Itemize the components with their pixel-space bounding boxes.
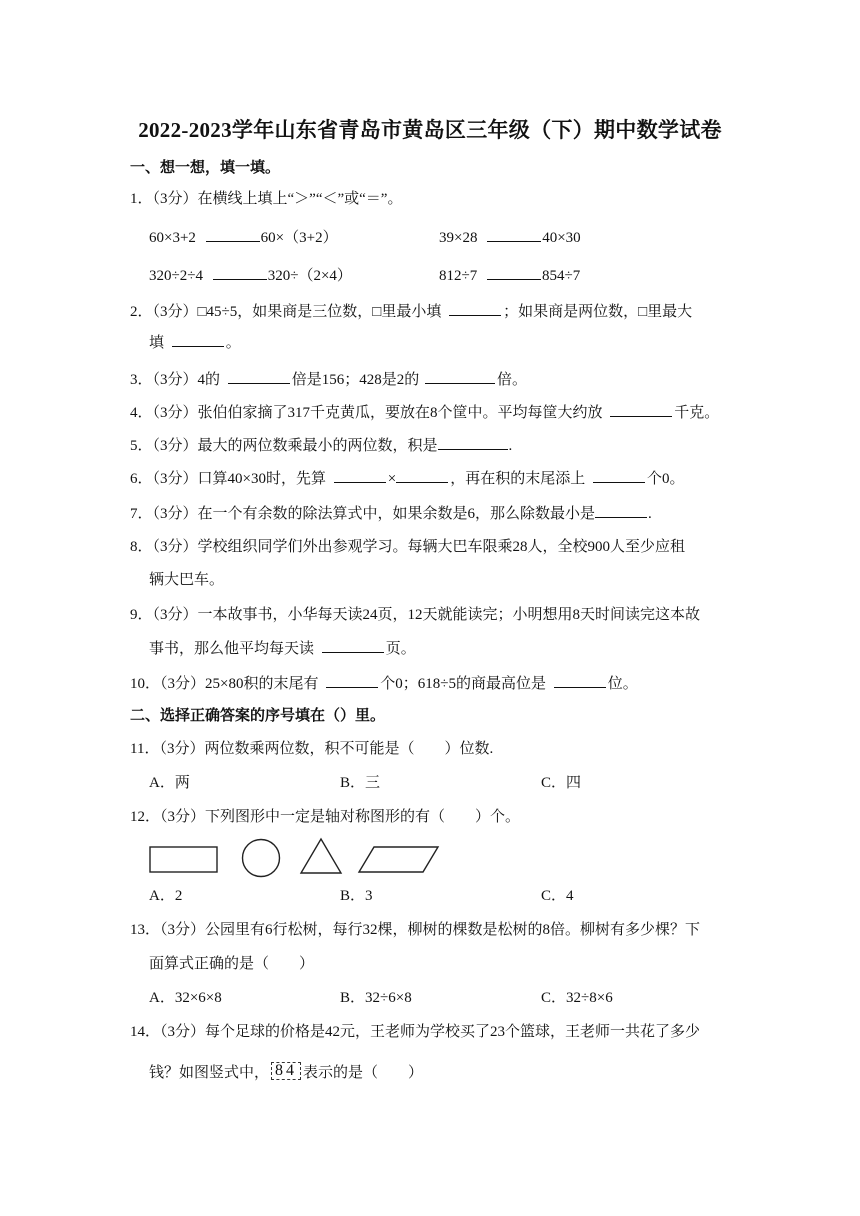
q1-item-1-left: 60×3+2 bbox=[149, 230, 196, 246]
question-3-text-cont: 倍是156；428是2的 bbox=[291, 372, 420, 388]
q1-item-4 bbox=[439, 265, 580, 286]
question-8: 8．（3分）学校组织同学们外出参观学习。每辆大巴车限乘28人，全校900人至少应租 bbox=[130, 539, 686, 555]
question-3 bbox=[130, 369, 527, 390]
answer-blank[interactable] bbox=[228, 369, 290, 384]
answer-blank[interactable] bbox=[554, 673, 606, 688]
q13-option-b[interactable]: B．32÷6×8 bbox=[340, 990, 412, 1006]
question-2-text-tail: 填 bbox=[149, 335, 165, 351]
question-12-stem: 12．（3分）下列图形中一定是轴对称图形的有（ ）个。 bbox=[130, 809, 521, 825]
question-14-end: 表示的是（ ） bbox=[303, 1065, 424, 1081]
question-7-text: 7．（3分）在一个有余数的除法算式中，如果余数是6，那么除数最小是 bbox=[130, 506, 596, 522]
q1-item-4-right: 854÷7 bbox=[541, 268, 581, 284]
q1-item-3-left: 320÷2÷4 bbox=[149, 268, 203, 284]
question-13: 13．（3分）公园里有6行松树，每行32棵，柳树的棵数是松树的8倍。柳树有多少棵？下 bbox=[130, 922, 701, 938]
section-heading-choice: 二、选择正确答案的序号填在（）里。 bbox=[130, 708, 386, 724]
question-5-end: . bbox=[508, 438, 513, 454]
q1-item-2-right: 40×30 bbox=[542, 230, 581, 246]
question-4-end: 千克。 bbox=[674, 405, 720, 421]
question-6-text-cont: ，再在积的末尾添上 bbox=[450, 471, 586, 487]
q1-item-1 bbox=[149, 227, 338, 248]
q11-option-b[interactable]: B．三 bbox=[340, 775, 381, 791]
rectangle-shape bbox=[150, 847, 217, 872]
q12-option-a[interactable]: A．2 bbox=[149, 888, 183, 904]
dashed-box-84: 84 bbox=[271, 1062, 301, 1080]
question-14-line-2 bbox=[149, 1062, 423, 1083]
question-4 bbox=[130, 402, 719, 423]
question-9-line-2 bbox=[149, 638, 416, 659]
question-9-end: 页。 bbox=[385, 641, 416, 657]
question-11-stem: 11．（3分）两位数乘两位数，积不可能是（ ）位数. bbox=[130, 741, 494, 757]
question-7-end: . bbox=[648, 506, 652, 522]
question-10 bbox=[130, 673, 638, 694]
q1-item-2-left: 39×28 bbox=[439, 230, 478, 246]
question-3-end: 倍。 bbox=[497, 372, 528, 388]
question-4-text: 4．（3分）张伯伯家摘了317千克黄瓜，要放在8个筐中。平均每筐大约放 bbox=[130, 405, 603, 421]
answer-blank[interactable] bbox=[334, 468, 386, 483]
q13-option-c[interactable]: C．32÷8×6 bbox=[541, 990, 613, 1006]
answer-blank[interactable] bbox=[172, 332, 224, 347]
question-6 bbox=[130, 468, 684, 489]
answer-blank[interactable] bbox=[322, 638, 384, 653]
q11-option-a[interactable]: A．两 bbox=[149, 775, 190, 791]
q1-item-3-right: 320÷（2×4） bbox=[267, 268, 352, 284]
q1-item-3 bbox=[149, 265, 352, 286]
q12-shapes-figure bbox=[146, 836, 446, 880]
question-3-text: 3．（3分）4的 bbox=[130, 372, 221, 388]
question-14: 14．（3分）每个足球的价格是42元，王老师为学校买了23个篮球，王老师一共花了多少 bbox=[130, 1024, 701, 1040]
page-title: 2022-2023学年山东省青岛市黄岛区三年级（下）期中数学试卷 bbox=[138, 118, 722, 142]
circle-shape bbox=[243, 840, 280, 877]
answer-blank[interactable] bbox=[438, 435, 508, 450]
question-2-text-cont: ；如果商是两位数，□里最大 bbox=[503, 304, 693, 320]
q1-item-2 bbox=[439, 227, 581, 248]
question-5-text: 5．（3分）最大的两位数乘最小的两位数，积是 bbox=[130, 438, 438, 454]
times-sign: × bbox=[387, 471, 397, 487]
q1-item-4-left: 812÷7 bbox=[439, 268, 478, 284]
q13-option-a[interactable]: A．32×6×8 bbox=[149, 990, 222, 1006]
answer-blank[interactable] bbox=[425, 369, 495, 384]
answer-blank[interactable] bbox=[396, 468, 448, 483]
question-10-end: 位。 bbox=[607, 676, 638, 692]
answer-blank[interactable] bbox=[449, 301, 501, 316]
question-6-text: 6．（3分）口算40×30时，先算 bbox=[130, 471, 326, 487]
q12-option-c[interactable]: C．4 bbox=[541, 888, 574, 904]
question-9-text-cont: 事书，那么他平均每天读 bbox=[149, 641, 315, 657]
q11-option-c[interactable]: C．四 bbox=[541, 775, 582, 791]
question-2-line-2 bbox=[149, 332, 241, 353]
answer-blank[interactable] bbox=[610, 402, 672, 417]
question-6-end: 个0。 bbox=[646, 471, 685, 487]
answer-blank[interactable] bbox=[206, 227, 260, 242]
q1-item-1-right: 60×（3+2） bbox=[260, 230, 338, 246]
answer-blank[interactable] bbox=[487, 265, 541, 280]
question-2-end: 。 bbox=[225, 335, 241, 351]
question-2-text: 2．（3分）□45÷5，如果商是三位数，□里最小填 bbox=[130, 304, 442, 320]
question-2 bbox=[130, 301, 692, 322]
question-10-text: 10．（3分）25×80积的末尾有 bbox=[130, 676, 319, 692]
answer-blank[interactable] bbox=[595, 503, 647, 518]
answer-blank[interactable] bbox=[213, 265, 267, 280]
answer-blank[interactable] bbox=[326, 673, 378, 688]
triangle-shape bbox=[301, 839, 341, 873]
question-1-stem: 1．（3分）在横线上填上“＞”“＜”或“＝”。 bbox=[130, 191, 403, 207]
q12-option-b[interactable]: B．3 bbox=[340, 888, 373, 904]
question-8-line-2: 辆大巴车。 bbox=[149, 572, 225, 588]
answer-blank[interactable] bbox=[593, 468, 645, 483]
question-13-line-2: 面算式正确的是（ ） bbox=[149, 956, 315, 972]
question-14-text-cont: 钱？如图竖式中， bbox=[149, 1065, 270, 1081]
answer-blank[interactable] bbox=[487, 227, 541, 242]
question-9: 9．（3分）一本故事书，小华每天读24页，12天就能读完；小明想用8天时间读完这本故 bbox=[130, 607, 701, 623]
parallelogram-shape bbox=[359, 847, 438, 872]
question-10-text-cont: 个0；618÷5的商最高位是 bbox=[380, 676, 546, 692]
section-heading-fill: 一、想一想，填一填。 bbox=[130, 160, 281, 176]
question-7 bbox=[130, 503, 652, 524]
question-5 bbox=[130, 435, 512, 456]
